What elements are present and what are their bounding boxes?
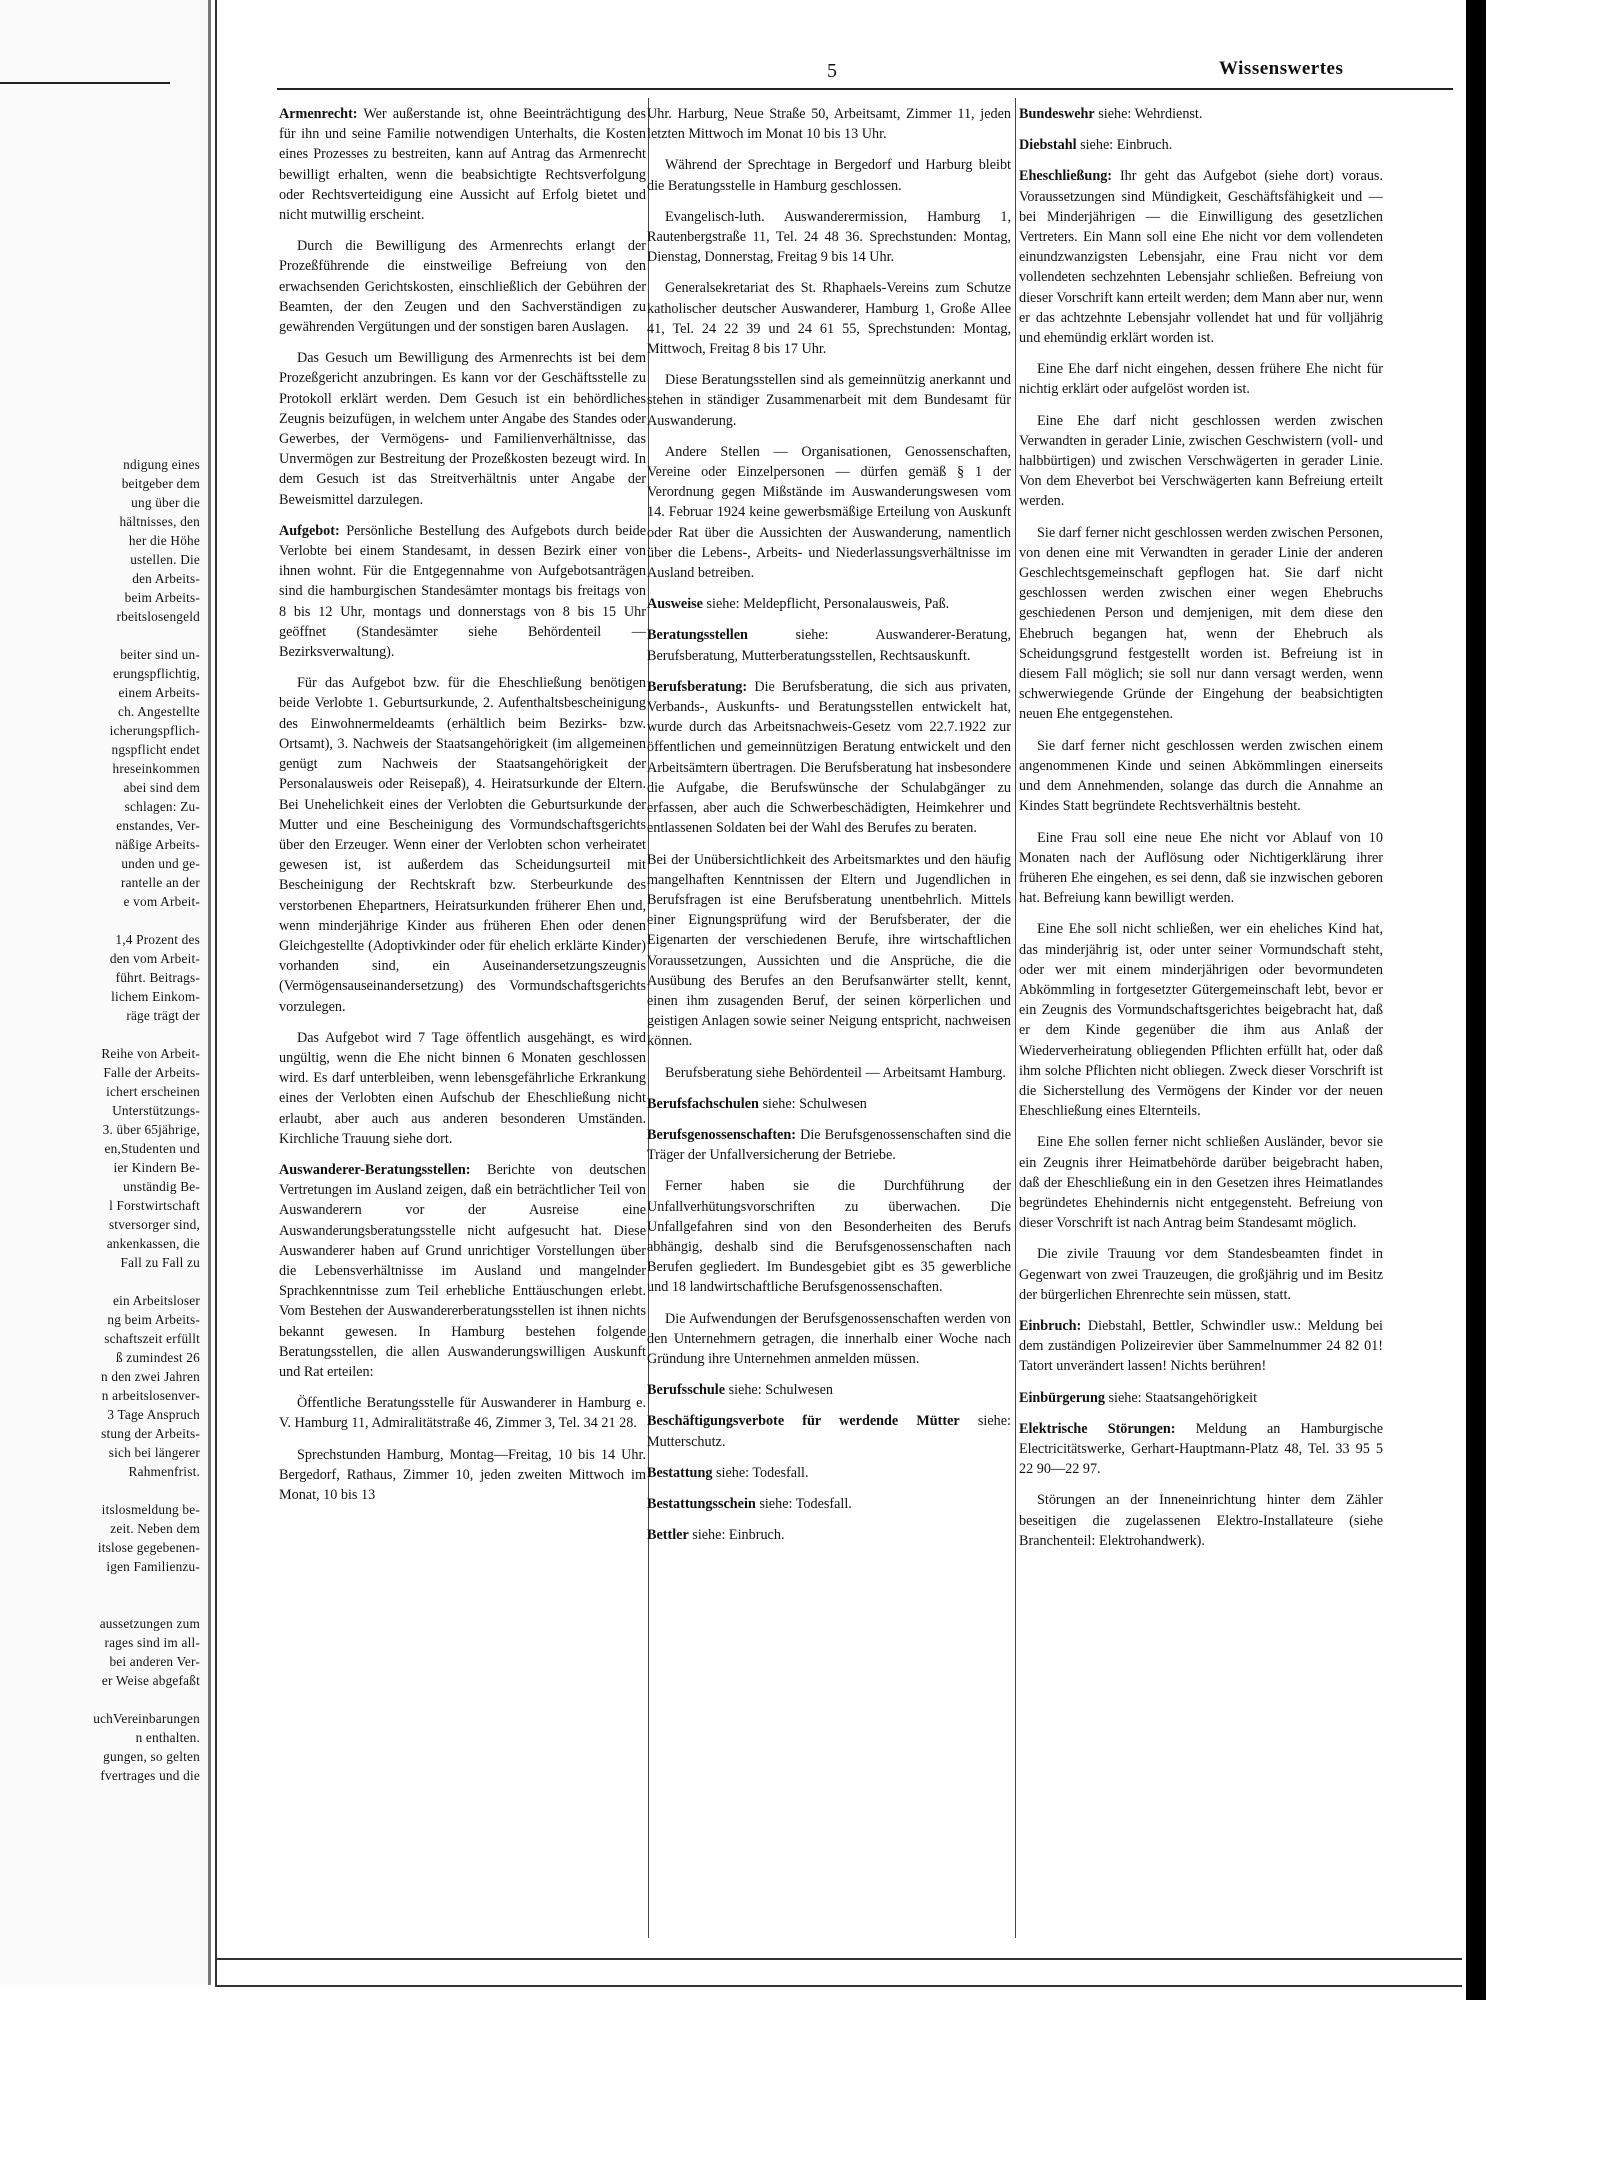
- entry-text: Während der Sprechtage in Bergedorf und Harburg bleibt die Beratungsstelle in Hamburg geschlossen.: [647, 157, 1011, 194]
- paragraph: [1019, 359, 1383, 399]
- paragraph: [647, 104, 1011, 144]
- entry-text: Ihr geht das Aufgebot (siehe dort) voraus. Voraussetzungen sind Mündigkeit, Geschäftsfähigkeit und — bei Minderjährigen — die Einwilligung des gesetzlichen Vertreters. Ein Mann soll eine Ehe nicht vor dem vollendeten einundzwanzigsten Lebensjahr, eine Frau nicht vor dem vollendeten sechzehnten Lebensjahr schließen. Befreiung von dieser Vorschrift kann erteilt werden; dem Mann aber nur, wenn er das achtzehnte Lebensjahr vollendet hat und für volljährig und ehemündig erklärt worden ist.: [1019, 168, 1383, 347]
- bleed-line: näßige Arbeits-: [115, 837, 200, 852]
- entry-keyword: Einbürgerung: [1019, 1389, 1105, 1406]
- paragraph: [647, 1094, 1011, 1114]
- paragraph: [647, 625, 1011, 665]
- entry-text: Persönliche Bestellung des Aufgebots durch beide Verlobte bei einem Standesamt, in dessen Bezirk einer von ihnen wohnt. Für die Entgegennahme von Aufgebotsanträgen sind die hamburgischen Standesämter montags bis freitags von 8 bis 12 Uhr, montags und donnerstags von 8 bis 15 Uhr geöffnet (Standesämter siehe Behördenteil — Bezirksverwaltung).: [279, 522, 646, 661]
- paragraph: [1019, 411, 1383, 512]
- paragraph: [647, 1176, 1011, 1297]
- entry-text: Eine Frau soll eine neue Ehe nicht vor Ablauf von 10 Monaten nach der Auflösung oder Nichtigerklärung ihrer früheren Ehe eingehen, es sei denn, daß sie inzwischen geboren hat. Befreiung kann bewilligt werden.: [1019, 829, 1383, 907]
- entry-keyword: Berufsgenossenschaften:: [647, 1126, 796, 1143]
- paragraph: [647, 1494, 1011, 1514]
- entry-text: Eine Ehe sollen ferner nicht schließen Ausländer, bevor sie ein Zeugnis ihrer Heimatbehörde darüber beigebracht haben, daß der Eheschließung ein in den Gesetzen ihres Heimatlandes begründetes Ehehindernis nicht entgegensteht. Befreiung von dieser Vorschrift ist nach Antrag beim Standesamt möglich.: [1019, 1134, 1383, 1232]
- entry-text: siehe: Einbruch.: [688, 1527, 785, 1544]
- bleed-line: sich bei längerer: [108, 1445, 200, 1460]
- paragraph: [1019, 1388, 1383, 1408]
- bleed-line: Unterstützungs-: [112, 1103, 200, 1118]
- entry-keyword: Diebstahl: [1019, 137, 1077, 154]
- paragraph: [1019, 736, 1383, 817]
- bleed-line: rbeitslosengeld: [116, 609, 200, 624]
- page-number: 5: [827, 60, 837, 82]
- entry-text: Eine Ehe darf nicht geschlossen werden zwischen Verwandten in gerader Linie, zwischen Geschwistern (voll- und halbbürtigen) und zwischen Verschwägerten in gerader Linie. Von dem Eheverbot bei Verschwägerten kann Befreiung erteilt werden.: [1019, 412, 1383, 510]
- entry-keyword: Ausweise: [647, 596, 703, 613]
- bleed-line: lichem Einkom-: [111, 989, 200, 1004]
- entry-keyword: Einbruch:: [1019, 1317, 1082, 1334]
- bleed-line: Fall zu Fall zu: [120, 1255, 200, 1270]
- bleed-line: 1,4 Prozent des: [115, 932, 200, 947]
- bleed-line: fvertrages und die: [100, 1768, 200, 1783]
- entry-text: Andere Stellen — Organisationen, Genossenschaften, Vereine oder Einzelpersonen — dürfen gemäß § 1 der Verordnung gegen Mißstände im Auswanderungswesen vom 14. Februar 1924 keine gewerbsmäßige Erteilung von Auskunft oder Rat über die Aussichten der Auswanderung, namentlich über die Lebens-, Arbeits- und Niederlassungsverhältnisse im Ausland betreiben.: [647, 443, 1011, 582]
- bleed-line: n arbeitslosenver-: [101, 1388, 200, 1403]
- entry-text: siehe: Wehrdienst.: [1094, 106, 1203, 122]
- entry-text: siehe: Auswanderer-Beratung, Berufsberatung, Mutterberatungsstellen, Rechtsauskunft.: [647, 627, 1011, 664]
- entry-text: siehe: Todesfall.: [712, 1464, 809, 1481]
- bleed-line: icherungspflich-: [109, 723, 200, 738]
- entry-text: siehe: Mutterschutz.: [647, 1413, 1011, 1450]
- bleed-line: her die Höhe: [128, 533, 200, 548]
- bleed-line: 3. über 65jährige,: [102, 1122, 200, 1137]
- entry-keyword: Berufsschule: [647, 1382, 726, 1399]
- bleed-line: beiter sind un-: [120, 647, 200, 662]
- paragraph: [279, 1160, 646, 1382]
- entry-text: siehe: Meldepflicht, Personalausweis, Paß.: [702, 596, 950, 613]
- entry-keyword: Eheschließung:: [1019, 168, 1113, 185]
- entry-text: siehe: Staatsangehörigkeit: [1104, 1389, 1258, 1406]
- entry-text: Bei der Unübersichtlichkeit des Arbeitsmarktes und den häufig mangelhaften Kenntnissen der Eltern und Jugendlichen in Berufsfragen ist eine Berufsberatung unentbehrlich. Mittels einer Eignungsprüfung wird der Berufsberater, der die Eigenarten der verschiedenen Berufe, ihre wirtschaftlichen Voraussetzungen, Aussichten und die Ansprüche, die die Ausübung des Berufes an den Berufsanwärter stellt, kennt, einen ihm zusagenden Beruf, der seinen körperlichen und geistigen Anlagen sowie seiner Neigung entspricht, nachweisen können.: [647, 851, 1011, 1050]
- page-header: [217, 56, 1462, 86]
- paragraph: [1019, 919, 1383, 1121]
- page-bottom-rule: [217, 1958, 1462, 1960]
- bleed-line: ein Arbeitsloser: [112, 1293, 200, 1308]
- entry-text: Eine Ehe soll nicht schließen, wer ein eheliches Kind hat, das minderjährig ist, oder unter seiner Vormundschaft steht, oder wer mit einem minderjährigen oder bevormundeten Abkömmling in fortgesetzter Gütergemeinschaft lebt, bevor er ein Zeugnis des Vormundschaftsgerichtes beigebracht hat, daß er dem Kinde gegenüber die ihm aus Anlaß der Wiederverheiratung obliegenden Pflichten erfüllt hat, oder daß ihm solche Pflichten nicht obliegen. Zweck dieser Vorschrift ist die Sicherstellung des Vermögens der Kinder vor der neuen Eheschließung eines Elternteils.: [1019, 921, 1383, 1120]
- entry-keyword: Aufgebot:: [279, 522, 340, 539]
- paragraph: [647, 155, 1011, 195]
- bleed-line: hältnisses, den: [119, 514, 200, 529]
- bleed-line: einem Arbeits-: [118, 685, 200, 700]
- paragraph: [1019, 828, 1383, 909]
- entry-text: Das Aufgebot wird 7 Tage öffentlich ausgehängt, es wird ungültig, wenn die Ehe nicht binnen 6 Monaten geschlossen wird. Es darf unterbleiben, wenn lebensgefährliche Erkrankung eines der Verlobten einen Aufschub der Eheschließung nicht erlaubt, aber auch aus anderen besonderen Umständen. Kirchliche Trauung siehe dort.: [279, 1029, 646, 1147]
- bleed-line: hreseinkommen: [112, 761, 200, 776]
- entry-text: Störungen an der Inneneinrichtung hinter dem Zähler beseitigen die zugelassenen Elektro-Installateure (siehe Branchenteil: Elektrohandwerk).: [1019, 1492, 1383, 1549]
- bleed-line: abei sind dem: [123, 780, 200, 795]
- paragraph: [647, 850, 1011, 1052]
- bleed-line: uchVereinbarungen: [93, 1711, 200, 1726]
- scan-border: [1466, 0, 1486, 2000]
- paragraph: [647, 278, 1011, 359]
- entry-text: Öffentliche Beratungsstelle für Auswanderer in Hamburg e. V. Hamburg 11, Admiralitätstraße 46, Zimmer 3, Tel. 34 21 28.: [279, 1395, 646, 1432]
- paragraph: [279, 348, 646, 510]
- entry-keyword: Auswanderer-Beratungsstellen:: [279, 1161, 471, 1178]
- bleed-line: stversorger sind,: [108, 1217, 200, 1232]
- bleed-line: ß zumindest 26: [115, 1350, 200, 1365]
- paragraph: [647, 594, 1011, 614]
- paragraph: [279, 1445, 646, 1506]
- paragraph: [1019, 1316, 1383, 1377]
- bleed-line: beim Arbeits-: [124, 590, 200, 605]
- entry-keyword: Bettler: [647, 1527, 689, 1544]
- entry-text: Die zivile Trauung vor dem Standesbeamten findet in Gegenwart von zwei Trauzeugen, die großjährig und im Besitz der bürgerlichen Ehrenrechte sein müssen, statt.: [1019, 1246, 1383, 1303]
- column-divider: [1015, 98, 1016, 1938]
- entry-text: Sprechstunden Hamburg, Montag—Freitag, 10 bis 14 Uhr. Bergedorf, Rathaus, Zimmer 10, jeden zweiten Mittwoch im Monat, 10 bis 13: [279, 1446, 646, 1503]
- bleed-line: erungspflichtig,: [112, 666, 200, 681]
- bleed-line: itslosmeldung be-: [101, 1502, 200, 1517]
- bleed-line: ndigung eines: [123, 457, 200, 472]
- bleed-line: bei anderen Ver-: [109, 1654, 200, 1669]
- paragraph: [279, 521, 646, 662]
- paragraph: [279, 104, 646, 225]
- paragraph: [1019, 523, 1383, 725]
- bleed-line: ch. Angestellte: [117, 704, 200, 719]
- bleed-line: stung der Arbeits-: [101, 1426, 200, 1441]
- entry-text: Diebstahl, Bettler, Schwindler usw.: Meldung bei dem zuständigen Polizeirevier über Sammelnummer 24 82 01! Tatort unverändert lassen! Nichts berühren!: [1019, 1317, 1383, 1375]
- bleed-line: ankenkassen, die: [106, 1236, 200, 1251]
- entry-keyword: Berufsfachschulen: [647, 1095, 759, 1112]
- entry-keyword: Bundeswehr: [1019, 106, 1095, 122]
- entry-text: Meldung an Hamburgische Electricitätswerke, Gerhart-Hauptmann-Platz 48, Tel. 33 95 5 22 90—22 97.: [1019, 1420, 1383, 1478]
- bleed-line: ung über die: [131, 495, 200, 510]
- bleed-line: ichert erscheinen: [106, 1084, 200, 1099]
- entry-text: Berichte von deutschen Vertretungen im Ausland zeigen, daß ein beträchtlicher Teil von Auswanderern vor der Ausreise eine Auswanderungsberatungsstelle nicht aufgesucht hat. Diese Auswanderer haben auf Grund unrichtiger Vorstellungen über die Lebensverhältnisse im Ausland und mangelnder Sprachkenntnisse zum Teil erhebliche Enttäuschungen erlebt. Vom Bestehen der Auswandererberatungsstellen ist ihnen nichts bekannt gewesen. In Hamburg bestehen folgende Beratungsstellen, die allen Auswanderungswilligen Auskunft und Rat erteilen:: [279, 1161, 646, 1380]
- bleed-line: räge trägt der: [126, 1008, 200, 1023]
- bleed-line: [0, 1025, 200, 1044]
- paragraph: [647, 370, 1011, 431]
- paragraph: [647, 677, 1011, 839]
- bleed-line: den Arbeits-: [132, 571, 200, 586]
- bleed-line: aussetzungen zum: [99, 1616, 200, 1631]
- bleed-line: l Forstwirtschaft: [109, 1198, 200, 1213]
- bleed-line: 3 Tage Anspruch: [107, 1407, 200, 1422]
- entry-text: Für das Aufgebot bzw. für die Eheschließung benötigen beide Verlobte 1. Geburtsurkunde, 2. Aufenthaltsbescheinigung des Einwohnermeldeamts (erhältlich beim Bezirks- bzw. Ortsamt), 3. Nachweis der Staatsangehörigkeit (im allgemeinen genügt zum Nachweis der Staatsangehörigkeit der Personalausweis oder Reisepaß), 4. Heiratsurkunde der Eltern. Bei Unehelichkeit eines der Verlobten die Geburtsurkunde der Mutter und eine Bescheinigung des Vormundschaftsgerichts über den Erzeuger. Wenn einer der Verlobten schon verheiratet gewesen ist, ist außerdem das Scheidungsurteil mit Bescheinigung der Rechtskraft bzw. Sterbeurkunde des verstorbenen Ehepartners, Heiratsurkunden früherer Ehen und, wenn minderjährige Kinder aus früheren Ehen oder denen Gleichgestellte (Adoptivkinder oder für ehelich erklärte Kinder) vorhanden sind, ein Auseinandersetzungszeugnis (Vermögensauseinandersetzung) des Vormundschaftsgerichts vorzulegen.: [279, 675, 646, 1015]
- entry-text: Uhr. Harburg, Neue Straße 50, Arbeitsamt, Zimmer 11, jeden letzten Mittwoch im Monat 10 bis 13 Uhr.: [647, 106, 1011, 143]
- bleed-line: e vom Arbeit-: [123, 894, 200, 909]
- bleed-line: Reihe von Arbeit-: [101, 1046, 200, 1061]
- entry-keyword: Beschäftigungsverbote für werdende Mütter: [647, 1413, 960, 1430]
- paragraph: [647, 1463, 1011, 1483]
- bleed-line: rages sind im all-: [104, 1635, 200, 1650]
- paragraph: [647, 1125, 1011, 1165]
- bleed-line: [0, 1690, 200, 1709]
- paragraph: [1019, 1132, 1383, 1233]
- entry-text: Die Aufwendungen der Berufsgenossenschaften werden von den Unternehmern getragen, die innerhalb einer Woche nach Gründung ihre Unternehmen anmelden müssen.: [647, 1310, 1011, 1367]
- bleed-line: enstandes, Ver-: [116, 818, 200, 833]
- paragraph: [1019, 135, 1383, 155]
- entry-text: siehe: Schulwesen: [758, 1095, 867, 1112]
- bleed-line: ier Kindern Be-: [113, 1160, 200, 1175]
- bleed-line: [0, 1576, 200, 1595]
- entry-text: Eine Ehe darf nicht eingehen, dessen frühere Ehe nicht für nichtig erklärt oder aufgelöst worden ist.: [1019, 361, 1383, 398]
- bleed-line: schlagen: Zu-: [124, 799, 200, 814]
- entry-text: Diese Beratungsstellen sind als gemeinnützig anerkannt und stehen in ständiger Zusammenarbeit mit dem Bundesamt für Auswanderung.: [647, 372, 1011, 429]
- paragraph: [647, 442, 1011, 583]
- entry-text: Evangelisch-luth. Auswanderermission, Hamburg 1, Rautenbergstraße 11, Tel. 24 48 36. Sprechstunden: Montag, Dienstag, Donnerstag, Freitag 9 bis 14 Uhr.: [647, 208, 1011, 266]
- facing-page-bleed: [0, 0, 211, 1985]
- bleed-line: igen Familienzu-: [106, 1559, 200, 1574]
- paragraph: [1019, 104, 1383, 124]
- entry-text: Durch die Bewilligung des Armenrechts erlangt der Prozeßführende die einstweilige Befreiung von den erwachsenden Gerichtskosten, einschließlich der Gebühren der Beamten, der den Zeugen und den Sachverständigen zu gewährenden Vergütungen und der sonstigen baren Auslagen.: [279, 238, 646, 336]
- bleed-line: ustellen. Die: [130, 552, 200, 567]
- paragraph: [647, 1411, 1011, 1451]
- bleed-line: gungen, so gelten: [103, 1749, 200, 1764]
- entry-keyword: Elektrische Störungen:: [1019, 1420, 1176, 1437]
- paragraph: [647, 1380, 1011, 1400]
- bleed-line: rantelle an der: [120, 875, 200, 890]
- entry-keyword: Bestattungsschein: [647, 1495, 756, 1512]
- paragraph: [1019, 1419, 1383, 1480]
- bleed-line: ngspflicht endet: [111, 742, 200, 757]
- facing-page-rule: [0, 82, 170, 84]
- paragraph: [1019, 1244, 1383, 1305]
- text-column-1: [279, 104, 646, 1516]
- paragraph: [647, 207, 1011, 268]
- bleed-line: ng beim Arbeits-: [107, 1312, 200, 1327]
- paragraph: [1019, 1490, 1383, 1551]
- entry-text: Die Berufsberatung, die sich aus privaten, Verbands-, Auskunfts- und Beratungsstellen entwickelt hat, wurde durch das Arbeitsnachweis-Gesetz vom 22.7.1922 zur öffentlichen und gemeinnützigen Beratung entwickelt und den Arbeitsämtern übertragen. Die Berufsberatung hat insbesondere die Aufgabe, die Berufswünsche der Schulabgänger zu erfassen, aber auch die Schwerbeschädigten, Heimkehrer und entlassenen Soldaten bei der Wahl des Berufes zu beraten.: [647, 678, 1011, 837]
- bleed-line: unden und ge-: [121, 856, 200, 871]
- bleed-line: n enthalten.: [135, 1730, 200, 1745]
- bleed-line: er Weise abgefaßt: [101, 1673, 200, 1688]
- bleed-line: [0, 1272, 200, 1291]
- bleed-line: unständig Be-: [123, 1179, 200, 1194]
- bleed-line: [0, 626, 200, 645]
- entry-text: Ferner haben sie die Durchführung der Unfallverhütungsvorschriften zu überwachen. Die Unfallgefahren sind von den Besonderheiten des Berufs abhängig, deshalb sind die Berufsgenossenschaften nach Berufen gegliedert. Im Bundesgebiet gibt es 35 gewerbliche und 18 landwirtschaftliche Berufsgenossenschaften.: [647, 1178, 1011, 1296]
- entry-keyword: Bestattung: [647, 1464, 713, 1481]
- bleed-line: Rahmenfrist.: [128, 1464, 200, 1479]
- paragraph: [279, 1028, 646, 1149]
- entry-text: siehe: Einbruch.: [1076, 137, 1173, 154]
- entry-text: siehe: Todesfall.: [755, 1495, 852, 1512]
- paragraph: [279, 673, 646, 1016]
- text-column-3: [1019, 104, 1383, 1562]
- header-rule: [277, 88, 1453, 90]
- entry-keyword: Beratungsstellen: [647, 627, 748, 644]
- bleed-line: n den zwei Jahren: [100, 1369, 200, 1384]
- entry-text: Das Gesuch um Bewilligung des Armenrechts ist bei dem Prozeßgericht anzubringen. Es kann vor der Geschäftsstelle zu Protokoll erklärt werden. Dem Gesuch ist ein behördliches Zeugnis beizufügen, in welchem unter Angabe des Standes oder Gewerbes, der Vermögens- und Familienverhältnisse, das Unvermögen zur Bestreitung der Prozeßkosten bezeugt wird. In dem Gesuch ist das Streitverhältnis unter Angabe der Beweismittel darzulegen.: [279, 350, 646, 508]
- paragraph: [647, 1525, 1011, 1545]
- bleed-line: zeit. Neben dem: [110, 1521, 200, 1536]
- entry-text: Sie darf ferner nicht geschlossen werden zwischen Personen, von denen eine mit Verwandten in gerader Linie der anderen Geschlechtsgemeinschaft gepflogen hat. Sie darf nicht geschlossen werden zwischen einer wegen Ehebruchs geschiedenen Person und demjenigen, mit dem diese den Ehebruch begangen hat, wenn der Ehebruch als Scheidungsgrund festgestellt worden ist. Befreiung ist in diesem Fall möglich; sie soll nur dann versagt werden, wenn schwerwiegende Gründe der Eingehung der beabsichtigten neuen Ehe entgegenstehen.: [1019, 524, 1383, 723]
- bleed-line: [0, 1481, 200, 1500]
- entry-keyword: Berufsberatung:: [647, 678, 748, 695]
- entry-text: siehe: Schulwesen: [725, 1382, 833, 1399]
- bleed-line: [0, 1595, 200, 1614]
- entry-text: Generalsekretariat des St. Rhaphaels-Vereins zum Schutze katholischer deutscher Auswanderer, Hamburg 1, Große Allee 41, Tel. 24 22 39 und 24 61 55, Sprechstunden: Montag, Mittwoch, Freitag 8 bis 17 Uhr.: [647, 280, 1011, 358]
- paragraph: [279, 1393, 646, 1433]
- paragraph: [279, 236, 646, 337]
- entry-text: Die Berufsgenossenschaften sind die Träger der Unfallversicherung der Betriebe.: [647, 1126, 1011, 1164]
- text-column-2: [647, 104, 1011, 1556]
- bleed-line: [0, 911, 200, 930]
- entry-text: Sie darf ferner nicht geschlossen werden zwischen einem angenommenen Kinde und seinen Abkömmlingen einerseits und dem Annehmenden, solange das durch die Annahme an Kindes Statt begründete Rechtsverhältnis besteht.: [1019, 737, 1383, 815]
- entry-text: Wer außerstande ist, ohne Beeinträchtigung des für ihn und seine Familie notwendigen Unterhalts, die Kosten eines Prozesses zu bestreiten, kann auf Antrag das Armenrecht bewilligt erhalten, wenn die beabsichtigte Rechtsverfolgung oder Rechtsverteidigung eine Aussicht auf Erfolg bietet und nicht mutwillig erscheint.: [279, 106, 646, 224]
- bleed-line: schaftszeit erfüllt: [104, 1331, 200, 1346]
- facing-page-text: [0, 455, 200, 1785]
- entry-text: Berufsberatung siehe Behördenteil — Arbeitsamt Hamburg.: [665, 1064, 1006, 1081]
- bleed-line: en,Studenten und: [104, 1141, 200, 1156]
- paragraph: [647, 1063, 1011, 1083]
- bleed-line: Falle der Arbeits-: [103, 1065, 200, 1080]
- bleed-line: den vom Arbeit-: [109, 951, 200, 966]
- paragraph: [647, 1309, 1011, 1370]
- bleed-line: beitgeber dem: [121, 476, 200, 491]
- document-page: [215, 0, 1462, 1987]
- bleed-line: itslose gegebenen-: [97, 1540, 200, 1555]
- entry-keyword: Armenrecht:: [279, 106, 358, 122]
- paragraph: [1019, 166, 1383, 348]
- section-title: Wissenswertes: [1219, 58, 1344, 79]
- bleed-line: führt. Beitrags-: [115, 970, 200, 985]
